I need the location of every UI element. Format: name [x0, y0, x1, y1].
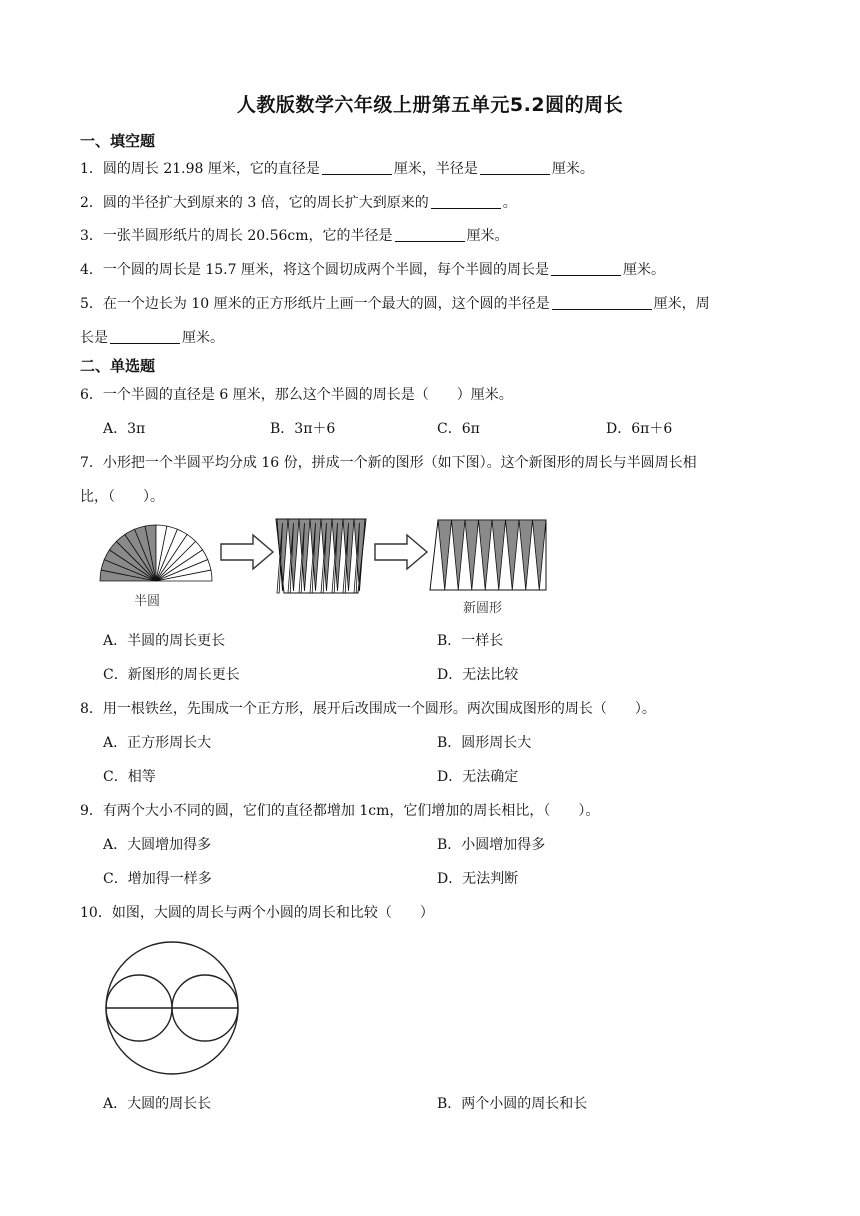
q10-option-a[interactable]: A．大圆的周长长	[103, 1096, 212, 1112]
q2-text-b: 。	[502, 195, 517, 211]
q3-text-b: 厘米。	[466, 228, 509, 244]
question-9: 9．有两个大小不同的圆，它们的直径都增加 1cm，它们增加的周长相比，（ ）。	[80, 803, 600, 819]
q4-text-a: 4．一个圆的周长是 15.7 厘米，将这个圆切成两个半圆，每个半圆的周长是	[80, 262, 549, 278]
q7-option-a[interactable]: A．半圆的周长更长	[103, 633, 226, 649]
page-title: 人教版数学六年级上册第五单元5.2圆的周长	[236, 94, 624, 116]
section-heading-fill: 一、填空题	[80, 132, 156, 150]
answer-blank[interactable]	[480, 160, 550, 175]
q2-text-a: 2．圆的半径扩大到原来的 3 倍，它的周长扩大到原来的	[80, 195, 429, 211]
question-7-line-1: 7．小形把一个半圆平均分成 16 份，拼成一个新的图形（如下图）。这个新图形的周长与半圆周长相	[80, 455, 697, 471]
q9-option-d[interactable]: D．无法判断	[437, 871, 519, 887]
q6-option-a[interactable]: A．3π	[103, 421, 146, 437]
q1-text-b: 厘米，半径是	[393, 161, 478, 177]
q5-text-b: 厘米，周	[653, 296, 710, 312]
answer-blank[interactable]	[322, 160, 392, 175]
answer-blank[interactable]	[110, 329, 180, 344]
question-2	[80, 192, 517, 212]
q6-option-b[interactable]: B．3π＋6	[270, 421, 336, 437]
question-1	[80, 158, 594, 178]
q1-text-c: 厘米。	[551, 161, 594, 177]
q6-option-d[interactable]: D．6π＋6	[606, 421, 673, 437]
q9-option-a[interactable]: A．大圆增加得多	[103, 837, 212, 853]
answer-blank[interactable]	[431, 194, 501, 209]
new-shape-figure	[430, 520, 548, 596]
q7-option-c[interactable]: C．新图形的周长更长	[103, 667, 240, 683]
section-heading-choice: 二、单选题	[80, 357, 156, 375]
q3-text-a: 3．一张半圆形纸片的周长 20.56cm，它的半径是	[80, 228, 393, 244]
q8-option-a[interactable]: A．正方形周长大	[103, 735, 212, 751]
answer-blank[interactable]	[395, 227, 465, 242]
question-5-line-2	[80, 327, 224, 347]
q5-text-a: 5．在一个边长为 10 厘米的正方形纸片上画一个最大的圆，这个圆的半径是	[80, 296, 550, 312]
answer-blank[interactable]	[551, 261, 621, 276]
semicircle-label: 半圆	[134, 594, 161, 609]
q4-text-b: 厘米。	[622, 262, 665, 278]
question-5-line-1	[80, 293, 710, 313]
q8-option-d[interactable]: D．无法确定	[437, 769, 519, 785]
rearranged-figure	[276, 517, 370, 597]
question-6: 6．一个半圆的直径是 6 厘米，那么这个半圆的周长是（ ）厘米。	[80, 387, 513, 403]
q5-text-d: 厘米。	[182, 330, 224, 346]
new-shape-label: 新圆形	[463, 601, 503, 616]
circles-figure	[104, 940, 240, 1076]
q5-text-c: 长是	[80, 330, 108, 346]
question-10: 10．如图，大圆的周长与两个小圆的周长和比较（ ）	[80, 905, 434, 921]
q7-option-d[interactable]: D．无法比较	[437, 667, 519, 683]
question-7-line-2: 比，（ ）。	[80, 489, 164, 505]
answer-blank[interactable]	[552, 295, 652, 310]
question-3	[80, 225, 509, 245]
q9-option-b[interactable]: B．小圆增加得多	[437, 837, 546, 853]
question-4	[80, 259, 665, 279]
q8-option-c[interactable]: C．相等	[103, 769, 156, 785]
question-8: 8．用一根铁丝，先围成一个正方形，展开后改围成一个圆形。两次围成图形的周长（ ）。	[80, 701, 656, 717]
arrow-right-icon	[220, 534, 274, 570]
q9-option-c[interactable]: C．增加得一样多	[103, 871, 212, 887]
q8-option-b[interactable]: B．圆形周长大	[437, 735, 532, 751]
q6-option-c[interactable]: C．6π	[437, 421, 480, 437]
q10-option-b[interactable]: B．两个小圆的周长和长	[437, 1096, 588, 1112]
arrow-right-icon	[374, 534, 428, 570]
q7-option-b[interactable]: B．一样长	[437, 633, 504, 649]
q1-text-a: 1．圆的周长 21.98 厘米，它的直径是	[80, 161, 320, 177]
semicircle-figure	[98, 515, 214, 583]
